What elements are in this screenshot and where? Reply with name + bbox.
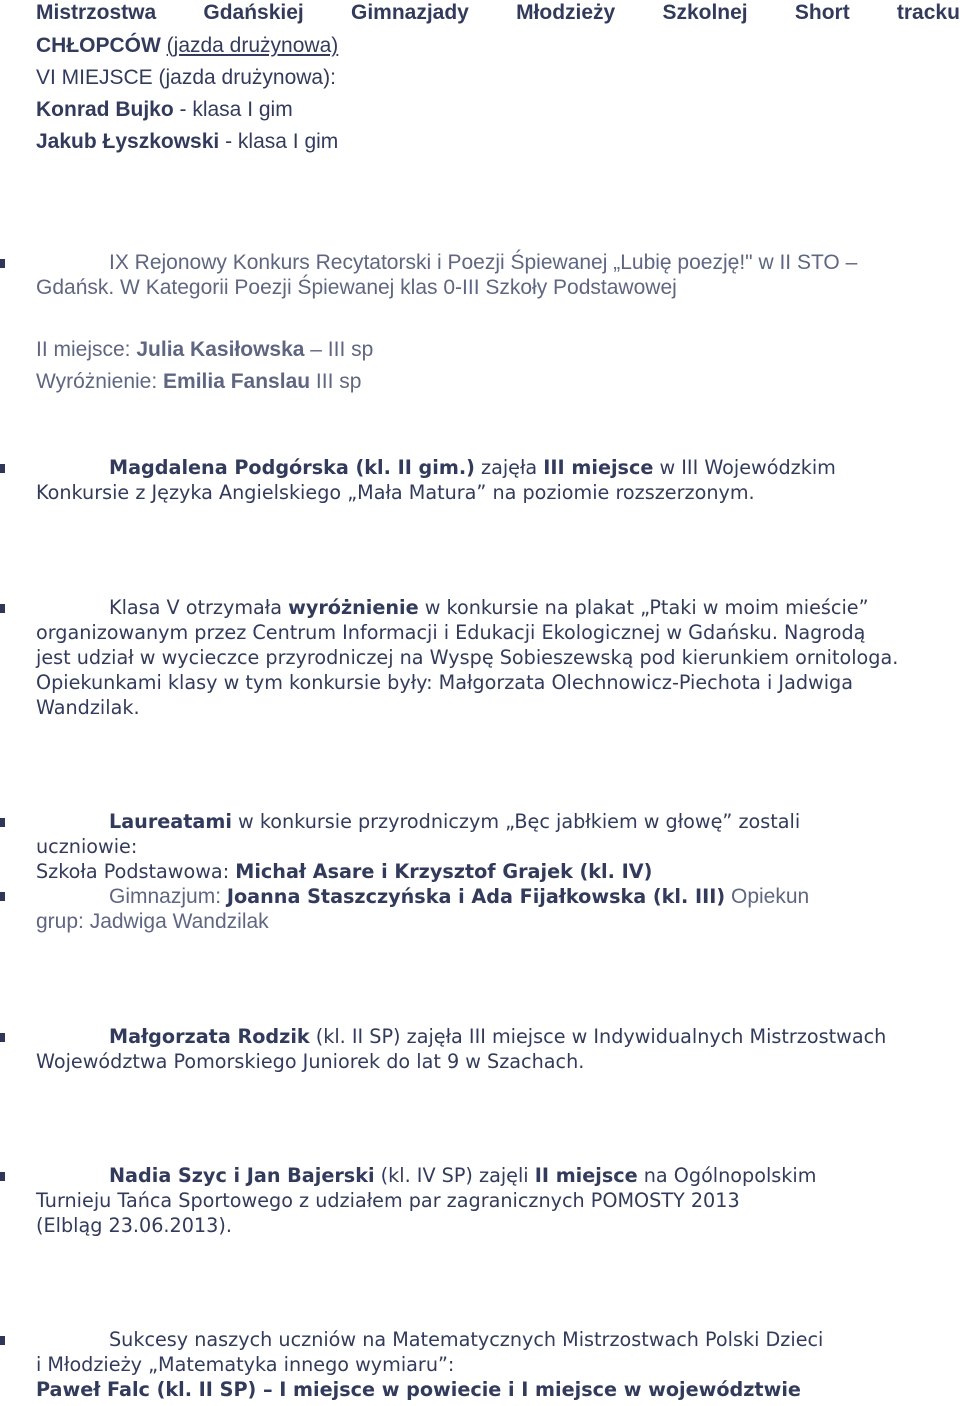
award-word: wyróżnienie	[288, 596, 419, 619]
award-detail: – III sp	[304, 338, 374, 361]
text-run: zajęła	[474, 456, 544, 479]
bullet-marker	[0, 604, 5, 613]
award-line	[36, 369, 361, 395]
title-word: tracku	[896, 1, 960, 24]
paragraph-line	[109, 809, 800, 835]
paragraph-line: Opiekunkami klasy w tym konkursie były: Małgorzata Olechnowicz-Piechota i Jadwiga	[36, 671, 853, 694]
paragraph-line	[109, 1024, 886, 1050]
paragraph-line: i Młodzieży „Matematyka innego wymiaru”:	[36, 1353, 455, 1376]
title-line	[36, 0, 960, 26]
title-word: Młodzieży	[516, 1, 616, 24]
laureate-names: Joanna Staszczyńska i Ada Fijałkowska (kl. III)	[226, 885, 726, 908]
placement: III miejsce	[543, 456, 654, 479]
paragraph-line: Sukcesy naszych uczniów na Matematycznych Mistrzostwach Polski Dzieci	[109, 1328, 824, 1351]
award-line	[36, 337, 373, 363]
award-label: Wyróżnienie:	[36, 370, 164, 393]
participant-class: - klasa I gim	[219, 130, 339, 153]
placement-line: VI MIEJSCE (jazda drużynowa):	[36, 66, 336, 89]
paragraph-line: grup: Jadwiga Wandzilak	[36, 910, 269, 933]
paragraph-line: jest udział w wycieczce przyrodniczej na Wyspę Sobieszewską pod kierunkiem ornitologa.	[36, 646, 899, 669]
laureate-names: Michał Asare i Krzysztof Grajek (kl. IV)	[235, 860, 653, 883]
title-line-2	[36, 33, 338, 59]
bullet-marker	[0, 818, 5, 827]
title-word: Szkolnej	[662, 1, 748, 24]
student-name: Nadia Szyc i Jan Bajerski	[109, 1164, 375, 1187]
text-run: w III Wojewódzkim	[653, 456, 836, 479]
participant-line	[36, 129, 338, 155]
title-word: Mistrzostwa	[36, 1, 157, 24]
paragraph-line: Turnieju Tańca Sportowego z udziałem par zagranicznych POMOSTY 2013	[36, 1189, 740, 1212]
paragraph-line: uczniowie:	[36, 835, 138, 858]
laureates-line	[109, 883, 809, 910]
paragraph-line: organizowanym przez Centrum Informacji i Edukacji Ekologicznej w Gdańsku. Nagrodą	[36, 621, 866, 644]
school-label: Szkoła Podstawowa:	[36, 860, 236, 883]
laureates-label: Laureatami	[109, 810, 232, 833]
award-detail: III sp	[310, 370, 362, 393]
paragraph-line: Gdańsk. W Kategorii Poezji Śpiewanej klas 0-III Szkoły Podstawowej	[36, 276, 677, 299]
school-label: Gimnazjum:	[109, 885, 227, 908]
text-run: w konkursie na plakat „Ptaki w moim mieście”	[418, 596, 869, 619]
text-run: na Ogólnopolskim	[637, 1164, 817, 1187]
text-run: (kl. IV SP) zajęli	[374, 1164, 535, 1187]
student-name: Magdalena Podgórska (kl. II gim.)	[109, 456, 475, 479]
paragraph-line: Konkursie z Języka Angielskiego „Mała Matura” na poziomie rozszerzonym.	[36, 481, 755, 504]
participant-name: Konrad Bujko	[36, 98, 174, 121]
paragraph-line: Wandzilak.	[36, 696, 140, 719]
bullet-marker	[0, 259, 5, 268]
paragraph-line: Województwa Pomorskiego Juniorek do lat 9 w Szachach.	[36, 1050, 585, 1073]
category-label: CHŁOPCÓW	[36, 34, 167, 57]
category-type: (jazda drużynowa)	[166, 34, 339, 57]
award-name: Julia Kasiłowska	[136, 338, 305, 361]
bullet-marker	[0, 1336, 5, 1345]
award-label: II miejsce:	[36, 338, 137, 361]
text-run: Klasa V otrzymała	[109, 596, 289, 619]
paragraph-line: (Elbląg 23.06.2013).	[36, 1214, 232, 1237]
participant-name: Jakub Łyszkowski	[36, 130, 220, 153]
paragraph-line	[109, 595, 869, 621]
text-run: Opiekun	[725, 885, 810, 908]
bullet-marker	[0, 892, 5, 901]
bullet-marker	[0, 464, 5, 473]
student-name: Małgorzata Rodzik	[109, 1025, 310, 1048]
award-name: Emilia Fanslau	[163, 370, 311, 393]
participant-line	[36, 97, 293, 123]
paragraph-line	[109, 455, 836, 481]
result-line: Paweł Falc (kl. II SP) – I miejsce w powiecie i I miejsce w województwie	[36, 1378, 801, 1401]
title-word: Gdańskiej	[203, 1, 304, 24]
title-word: Gimnazjady	[350, 1, 469, 24]
text-run: w konkursie przyrodniczym „Bęc jabłkiem w głowę” zostali	[231, 810, 801, 833]
laureates-line	[36, 859, 652, 885]
text-run: (kl. II SP) zajęła III miejsce w Indywidualnych Mistrzostwach	[309, 1025, 887, 1048]
title-word: Short	[794, 1, 850, 24]
bullet-marker	[0, 1033, 5, 1042]
paragraph-line	[109, 1163, 816, 1189]
placement: II miejsce	[534, 1164, 638, 1187]
paragraph-line: IX Rejonowy Konkurs Recytatorski i Poezji Śpiewanej „Lubię poezję!" w II STO –	[109, 251, 858, 274]
bullet-marker	[0, 1172, 5, 1181]
participant-class: - klasa I gim	[173, 98, 293, 121]
